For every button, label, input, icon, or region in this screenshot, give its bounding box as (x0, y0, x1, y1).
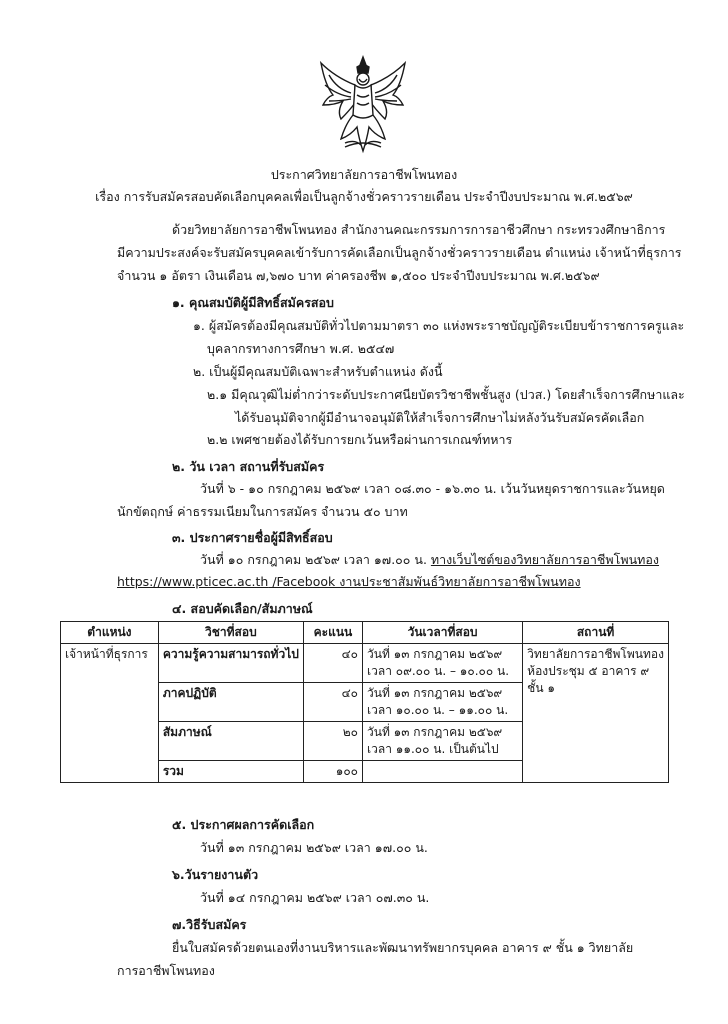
qualification-item: ๒.๑ มีคุณวุฒิไม่ต่ำกว่าระดับประกาศนียบัตรวิชาชีพชั้นสูง (ปวส.) โดยสำเร็จการศึกษาและ (207, 387, 685, 402)
table-row (61, 644, 669, 683)
exam-time: เวลา ๐๙.๐๐ น. – ๑๐.๐๐ น. (367, 664, 510, 678)
website-link-label[interactable]: ทางเว็บไซต์ของวิทยาลัยการอาชีพโพนทอง (430, 552, 660, 567)
subject-cell: ความรู้ความสามารถทั่วไป (158, 644, 303, 683)
intro-line: มีความประสงค์จะรับสมัครบุคคลเข้ารับการคัดเลือกเป็นลูกจ้างชั่วคราวรายเดือน ตำแหน่ง เจ้าหน้าที่ธุรการ (117, 245, 682, 260)
website-url-link[interactable]: https://www.pticec.ac.th (117, 574, 269, 589)
application-method: ยื่นใบสมัครด้วยตนเองที่งานบริหารและพัฒนาทรัพยากรบุคคล อาคาร ๙ ชั้น ๑ วิทยาลัย (172, 940, 634, 955)
section-2-heading: ๒. วัน เวลา สถานที่รับสมัคร (172, 459, 325, 474)
position-cell: เจ้าหน้าที่ธุรการ (61, 644, 159, 783)
table-header: วิชาที่สอบ (158, 622, 303, 644)
exam-time: เวลา ๑๑.๐๐ น. เป็นต้นไป (367, 742, 499, 756)
qualification-item: ได้รับอนุมัติจากผู้มีอำนาจอนุมัติให้สำเร็จการศึกษาไม่หลังวันรับสมัครคัดเลือก (235, 410, 645, 425)
table-header: คะแนน (303, 622, 362, 644)
exam-date: วันที่ ๑๓ กรกฎาคม ๒๕๖๙ (367, 647, 503, 661)
website-line (117, 574, 581, 590)
report-date: วันที่ ๑๔ กรกฎาคม ๒๕๖๙ เวลา ๐๗.๓๐ น. (200, 890, 430, 905)
exam-time: เวลา ๑๐.๐๐ น. – ๑๑.๐๐ น. (367, 703, 509, 717)
datetime-cell (363, 722, 523, 761)
result-date: วันที่ ๑๓ กรกฎาคม ๒๕๖๙ เวลา ๑๗.๐๐ น. (200, 840, 428, 855)
qualification-item: ๒.๒ เพศชายต้องได้รับการยกเว้นหรือผ่านการเกณฑ์ทหาร (207, 432, 513, 447)
exam-schedule-table (60, 621, 669, 783)
venue-line: วิทยาลัยการอาชีพโพนทอง (527, 647, 664, 661)
datetime-cell (363, 644, 523, 683)
subject-cell: สัมภาษณ์ (158, 722, 303, 761)
section-1-heading: ๑. คุณสมบัติผู้มีสิทธิ์สมัครสอบ (172, 295, 334, 310)
section-4-heading: ๔. สอบคัดเลือก/สัมภาษณ์ (172, 601, 313, 616)
venue-line: ห้องประชุม ๕ อาคาร ๙ (527, 664, 650, 678)
venue-line: ชั้น ๑ (527, 681, 555, 695)
announcement-date: วันที่ ๑๐ กรกฎาคม ๒๕๖๙ เวลา ๑๗.๐๐ น. (200, 552, 431, 567)
section-5-heading: ๕. ประกาศผลการคัดเลือก (172, 817, 315, 832)
total-score: ๑๐๐ (303, 761, 362, 783)
application-fee: นักขัตฤกษ์ ค่าธรรมเนียมในการสมัคร จำนวน ๕๐ บาท (117, 504, 408, 519)
application-date: วันที่ ๖ - ๑๐ กรกฎาคม ๒๕๖๙ เวลา ๐๘.๓๐ - ๑๖.๓๐ น. เว้นวันหยุดราชการและวันหยุด (200, 481, 665, 496)
exam-date: วันที่ ๑๓ กรกฎาคม ๒๕๖๙ (367, 686, 503, 700)
facebook-link[interactable]: /Facebook งานประชาสัมพันธ์วิทยาลัยการอาชีพโพนทอง (268, 574, 581, 589)
section-3-heading: ๓. ประกาศรายชื่อผู้มีสิทธิ์สอบ (172, 530, 333, 545)
section-6-heading: ๖.วันรายงานตัว (172, 867, 259, 882)
garuda-emblem-icon (315, 55, 411, 155)
intro-line: ด้วยวิทยาลัยการอาชีพโพนทอง สำนักงานคณะกรรมการการอาชีวศึกษา กระทรวงศึกษาธิการ (172, 222, 666, 237)
qualification-item: บุคลากรทางการศึกษา พ.ศ. ๒๕๔๗ (207, 341, 395, 356)
intro-line: จำนวน ๑ อัตรา เงินเดือน ๗,๖๗๐ บาท ค่าครองชีพ ๑,๕๐๐ ประจำปีงบประมาณ พ.ศ.๒๕๖๙ (117, 268, 600, 283)
empty-cell (363, 761, 523, 783)
table-header: ตำแหน่ง (61, 622, 159, 644)
candidate-list-announcement (200, 552, 659, 568)
score-cell: ๒๐ (303, 722, 362, 761)
subject-cell: ภาคปฏิบัติ (158, 683, 303, 722)
total-label: รวม (158, 761, 303, 783)
score-cell: ๔๐ (303, 683, 362, 722)
announcement-subject: เรื่อง การรับสมัครสอบคัดเลือกบุคคลเพื่อเป็นลูกจ้างชั่วคราวรายเดือน ประจำปีงบประมาณ พ.ศ.๒๕๖๙ (95, 189, 633, 204)
table-header-row (61, 622, 669, 644)
datetime-cell (363, 683, 523, 722)
section-7-heading: ๗.วิธีรับสมัคร (172, 917, 247, 932)
venue-cell (523, 644, 669, 783)
application-method: การอาชีพโพนทอง (117, 963, 215, 978)
exam-date: วันที่ ๑๓ กรกฎาคม ๒๕๖๙ (367, 725, 503, 739)
score-cell: ๔๐ (303, 644, 362, 683)
qualification-item: ๒. เป็นผู้มีคุณสมบัติเฉพาะสำหรับตำแหน่ง ดังนี้ (193, 364, 443, 379)
announcement-title: ประกาศวิทยาลัยการอาชีพโพนทอง (270, 167, 458, 182)
table-header: สถานที่ (523, 622, 669, 644)
qualification-item: ๑. ผู้สมัครต้องมีคุณสมบัติทั่วไปตามมาตรา ๓๐ แห่งพระราชบัญญัติระเบียบข้าราชการครูและ (193, 318, 685, 333)
table-header: วันเวลาที่สอบ (363, 622, 523, 644)
